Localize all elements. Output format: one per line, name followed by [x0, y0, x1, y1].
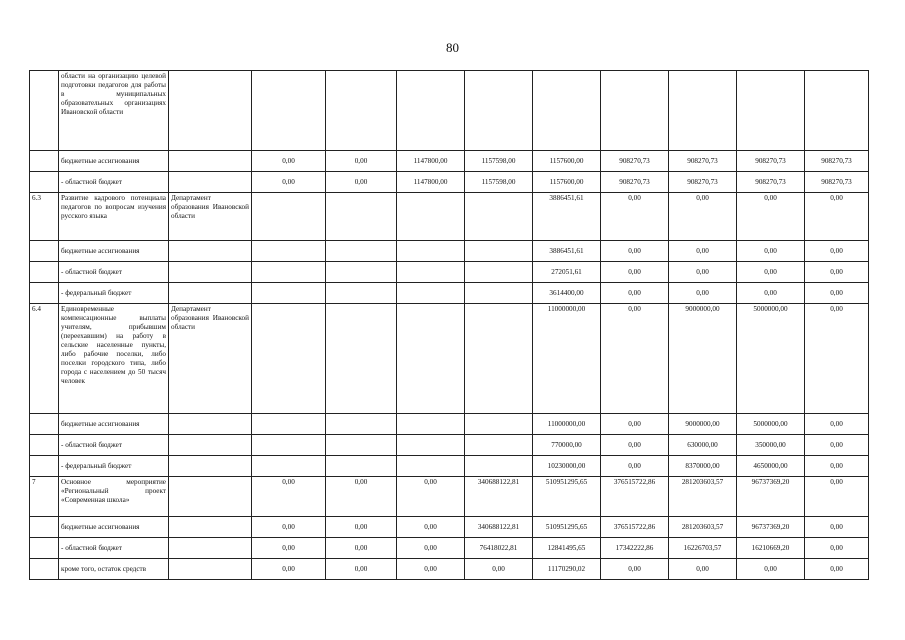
table-row [30, 538, 869, 559]
value-cell: 1157598,00 [465, 172, 533, 193]
row-code [30, 241, 59, 262]
value-cell [465, 283, 533, 304]
value-cell: 1147800,00 [397, 151, 465, 172]
value-cell: 908270,73 [805, 172, 869, 193]
value-cell: 0,00 [601, 283, 669, 304]
value-cell: 0,00 [805, 538, 869, 559]
row-code [30, 538, 59, 559]
row-code [30, 435, 59, 456]
table-row [30, 283, 869, 304]
table-row [30, 172, 869, 193]
table-row [30, 435, 869, 456]
value-cell [252, 262, 326, 283]
value-cell: 0,00 [805, 262, 869, 283]
value-cell: 0,00 [326, 538, 397, 559]
value-cell: 11000000,00 [533, 304, 601, 414]
value-cell: 0,00 [805, 283, 869, 304]
value-cell: 10230000,00 [533, 456, 601, 477]
value-cell: 0,00 [326, 517, 397, 538]
value-cell: 376515722,86 [601, 477, 669, 517]
value-cell [326, 262, 397, 283]
row-name: бюджетные ассигнования [59, 414, 169, 435]
value-cell: 11170290,02 [533, 559, 601, 580]
value-cell: 281203603,57 [669, 517, 737, 538]
row-department [169, 414, 252, 435]
value-cell: 5000000,00 [737, 414, 805, 435]
row-name: - областной бюджет [59, 435, 169, 456]
row-name: кроме того, остаток средств [59, 559, 169, 580]
row-department [169, 283, 252, 304]
value-cell: 908270,73 [601, 172, 669, 193]
value-cell: 908270,73 [669, 172, 737, 193]
table-row [30, 477, 869, 517]
value-cell: 908270,73 [601, 151, 669, 172]
row-name: Развитие кадрового потенциала педагогов по вопросам изучения русского языка [59, 193, 169, 241]
row-code [30, 71, 59, 151]
budget-table [29, 70, 869, 580]
value-cell: 9000000,00 [669, 414, 737, 435]
value-cell: 0,00 [252, 477, 326, 517]
value-cell: 0,00 [601, 241, 669, 262]
value-cell [326, 71, 397, 151]
value-cell: 0,00 [805, 241, 869, 262]
value-cell: 3886451,61 [533, 193, 601, 241]
value-cell: 908270,73 [737, 172, 805, 193]
value-cell: 16226703,57 [669, 538, 737, 559]
value-cell [252, 304, 326, 414]
value-cell [326, 456, 397, 477]
value-cell: 4650000,00 [737, 456, 805, 477]
value-cell: 0,00 [601, 559, 669, 580]
row-name: - федеральный бюджет [59, 456, 169, 477]
value-cell: 0,00 [737, 193, 805, 241]
value-cell: 0,00 [737, 559, 805, 580]
value-cell [533, 71, 601, 151]
page-number: 80 [446, 40, 459, 55]
value-cell [397, 71, 465, 151]
row-code [30, 151, 59, 172]
value-cell [465, 241, 533, 262]
value-cell: 0,00 [397, 559, 465, 580]
value-cell: 272051,61 [533, 262, 601, 283]
value-cell [326, 193, 397, 241]
value-cell: 0,00 [397, 477, 465, 517]
value-cell: 17342222,86 [601, 538, 669, 559]
value-cell [465, 456, 533, 477]
value-cell [601, 71, 669, 151]
value-cell: 1157600,00 [533, 151, 601, 172]
row-name: - областной бюджет [59, 538, 169, 559]
row-code [30, 517, 59, 538]
value-cell [805, 71, 869, 151]
row-department [169, 559, 252, 580]
value-cell: 281203603,57 [669, 477, 737, 517]
value-cell: 0,00 [669, 283, 737, 304]
row-code [30, 456, 59, 477]
table-row [30, 559, 869, 580]
value-cell: 0,00 [601, 435, 669, 456]
value-cell [252, 283, 326, 304]
value-cell: 76418022,81 [465, 538, 533, 559]
value-cell: 0,00 [805, 435, 869, 456]
row-name: Единовременные компенсационные выплаты учителям, прибывшим (переехавшим) на работу в сельские населенные пункты, либо рабочие поселки, либо поселки городского типа, либо города с населением до 50 тысяч человек [59, 304, 169, 414]
value-cell: 340688122,81 [465, 477, 533, 517]
value-cell: 0,00 [465, 559, 533, 580]
row-department [169, 172, 252, 193]
row-name: Основное мероприятие «Региональный проект «Современная школа» [59, 477, 169, 517]
row-department [169, 241, 252, 262]
value-cell [465, 435, 533, 456]
value-cell [326, 283, 397, 304]
value-cell: 510951295,65 [533, 517, 601, 538]
value-cell: 3614400,00 [533, 283, 601, 304]
value-cell: 0,00 [669, 193, 737, 241]
row-department [169, 538, 252, 559]
value-cell: 0,00 [737, 262, 805, 283]
value-cell: 12841495,65 [533, 538, 601, 559]
value-cell: 5000000,00 [737, 304, 805, 414]
value-cell: 908270,73 [737, 151, 805, 172]
value-cell: 908270,73 [669, 151, 737, 172]
value-cell: 8370000,00 [669, 456, 737, 477]
table-row [30, 304, 869, 414]
row-name: - федеральный бюджет [59, 283, 169, 304]
row-code: 6.3 [30, 193, 59, 241]
value-cell [397, 456, 465, 477]
value-cell: 0,00 [601, 304, 669, 414]
table-row [30, 517, 869, 538]
table-row [30, 71, 869, 151]
table-row [30, 262, 869, 283]
row-code [30, 172, 59, 193]
value-cell [397, 283, 465, 304]
value-cell: 0,00 [326, 151, 397, 172]
value-cell: 11000000,00 [533, 414, 601, 435]
row-name: области на организацию целевой подготовки педагогов для работы в муниципальных образовательных организациях Ивановской области [59, 71, 169, 151]
value-cell: 630000,00 [669, 435, 737, 456]
value-cell [397, 241, 465, 262]
table-row [30, 151, 869, 172]
row-department: Департамент образования Ивановской области [169, 304, 252, 414]
value-cell: 0,00 [252, 538, 326, 559]
value-cell [465, 193, 533, 241]
value-cell [252, 71, 326, 151]
value-cell [252, 241, 326, 262]
table-row [30, 193, 869, 241]
value-cell: 0,00 [601, 456, 669, 477]
value-cell: 0,00 [601, 193, 669, 241]
value-cell: 0,00 [252, 517, 326, 538]
value-cell [669, 71, 737, 151]
value-cell [252, 435, 326, 456]
value-cell [465, 304, 533, 414]
value-cell: 1157598,00 [465, 151, 533, 172]
value-cell: 0,00 [326, 559, 397, 580]
value-cell: 340688122,81 [465, 517, 533, 538]
value-cell: 510951295,65 [533, 477, 601, 517]
value-cell [252, 193, 326, 241]
table-row [30, 414, 869, 435]
row-department [169, 435, 252, 456]
value-cell: 0,00 [805, 477, 869, 517]
value-cell [397, 435, 465, 456]
value-cell [252, 456, 326, 477]
row-name: - областной бюджет [59, 172, 169, 193]
value-cell: 0,00 [805, 517, 869, 538]
value-cell [397, 304, 465, 414]
value-cell: 908270,73 [805, 151, 869, 172]
row-name: бюджетные ассигнования [59, 241, 169, 262]
row-department [169, 517, 252, 538]
value-cell: 96737369,20 [737, 477, 805, 517]
value-cell: 0,00 [326, 172, 397, 193]
value-cell: 0,00 [805, 559, 869, 580]
value-cell: 0,00 [397, 538, 465, 559]
row-department [169, 477, 252, 517]
value-cell: 0,00 [805, 456, 869, 477]
value-cell [465, 262, 533, 283]
row-name: бюджетные ассигнования [59, 517, 169, 538]
value-cell: 9000000,00 [669, 304, 737, 414]
value-cell: 0,00 [737, 241, 805, 262]
value-cell [465, 71, 533, 151]
row-code [30, 283, 59, 304]
value-cell: 0,00 [737, 283, 805, 304]
value-cell [252, 414, 326, 435]
value-cell: 0,00 [252, 151, 326, 172]
value-cell: 0,00 [252, 559, 326, 580]
value-cell: 0,00 [805, 414, 869, 435]
value-cell [397, 414, 465, 435]
value-cell [326, 414, 397, 435]
row-code [30, 262, 59, 283]
value-cell [326, 241, 397, 262]
value-cell [737, 71, 805, 151]
value-cell: 3886451,61 [533, 241, 601, 262]
row-department [169, 456, 252, 477]
value-cell [397, 193, 465, 241]
value-cell: 0,00 [805, 193, 869, 241]
value-cell: 0,00 [601, 262, 669, 283]
value-cell: 0,00 [397, 517, 465, 538]
row-code: 6.4 [30, 304, 59, 414]
row-code: 7 [30, 477, 59, 517]
row-department: Департамент образования Ивановской области [169, 193, 252, 241]
row-department [169, 262, 252, 283]
value-cell: 376515722,86 [601, 517, 669, 538]
value-cell: 0,00 [326, 477, 397, 517]
row-name: - областной бюджет [59, 262, 169, 283]
value-cell: 0,00 [805, 304, 869, 414]
value-cell: 1147800,00 [397, 172, 465, 193]
value-cell [326, 304, 397, 414]
value-cell [326, 435, 397, 456]
value-cell [465, 414, 533, 435]
value-cell: 770000,00 [533, 435, 601, 456]
value-cell: 16210669,20 [737, 538, 805, 559]
value-cell: 0,00 [669, 262, 737, 283]
row-code [30, 559, 59, 580]
value-cell: 0,00 [669, 241, 737, 262]
row-code [30, 414, 59, 435]
row-name: бюджетные ассигнования [59, 151, 169, 172]
table-row [30, 456, 869, 477]
value-cell: 350000,00 [737, 435, 805, 456]
value-cell: 96737369,20 [737, 517, 805, 538]
value-cell [397, 262, 465, 283]
value-cell: 1157600,00 [533, 172, 601, 193]
row-department [169, 71, 252, 151]
value-cell: 0,00 [252, 172, 326, 193]
value-cell: 0,00 [601, 414, 669, 435]
row-department [169, 151, 252, 172]
value-cell: 0,00 [669, 559, 737, 580]
table-row [30, 241, 869, 262]
